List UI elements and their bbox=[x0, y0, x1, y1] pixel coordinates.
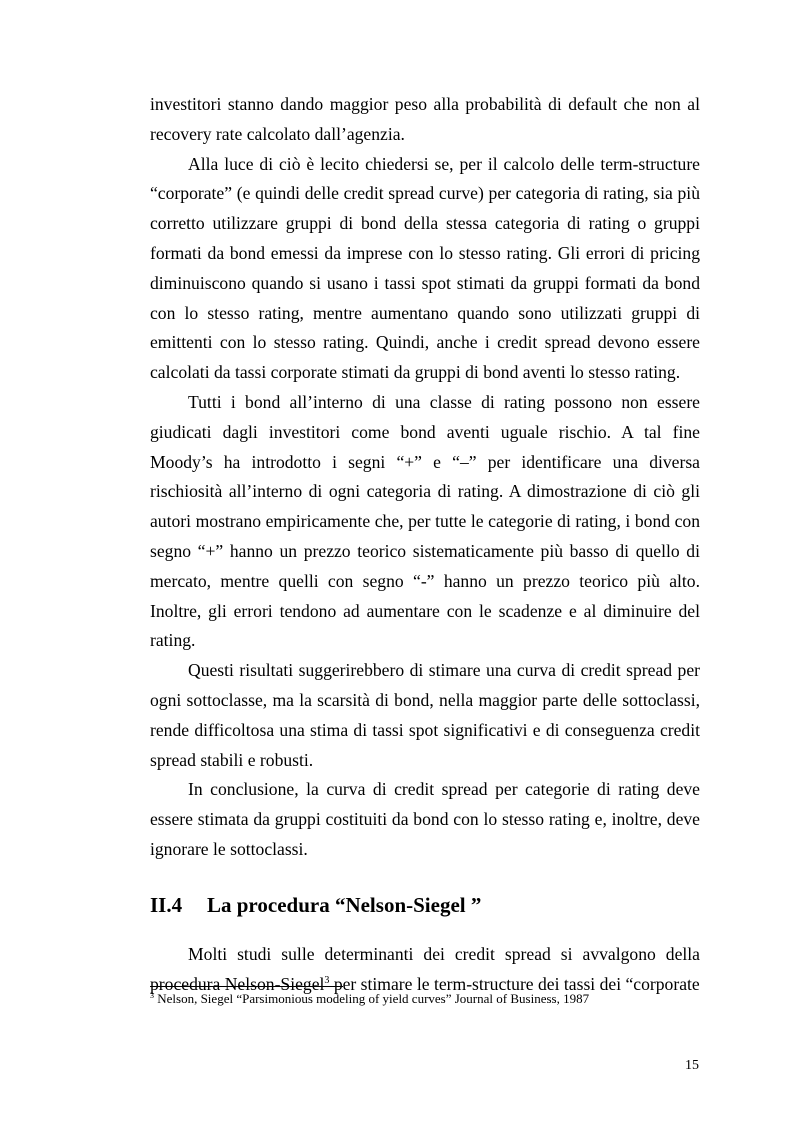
footnote bbox=[150, 990, 700, 1008]
paragraph-5: In conclusione, la curva di credit spread per categorie di rating deve essere stimata da gruppi costituiti da bond con lo stesso rating e, inoltre, deve ignorare le sottoclassi. bbox=[150, 779, 700, 859]
paragraph-1: investitori stanno dando maggior peso alla probabilità di default che non al recovery rate calcolato dall’agenzia. bbox=[150, 94, 700, 144]
footnote-divider bbox=[150, 986, 343, 987]
section-heading bbox=[150, 891, 700, 919]
footnote-marker: 3 bbox=[150, 991, 154, 1000]
page-number: 15 bbox=[685, 1058, 699, 1073]
section-number: II.4 bbox=[150, 892, 183, 917]
paragraph-4: Questi risultati suggerirebbero di stimare una curva di credit spread per ogni sottoclasse, ma la scarsità di bond, nella maggior parte delle sottoclassi, rende difficoltosa una stima di tassi spot significativi e di conseguenza credit spread stabili e robusti. bbox=[150, 660, 700, 770]
paragraph-2: Alla luce di ciò è lecito chiedersi se, per il calcolo delle term-structure “corporate” (e quindi delle credit spread curve) per categoria di rating, sia più corretto utilizzare gruppi di bond della stessa categoria di rating o gruppi formati da bond emessi da imprese con lo stesso rating. Gli errori di pricing diminuiscono quando si usano i tassi spot stimati da gruppi formati da bond con lo stesso rating, mentre aumentano quando sono utilizzati gruppi di emittenti con lo stesso rating. Quindi, anche i credit spread devono essere calcolati da tassi corporate stimati da gruppi di bond aventi lo stesso rating. bbox=[150, 153, 700, 383]
section-paragraph-text: Molti studi sulle determinanti dei credit spread si avvalgono della procedura Nelson-Siegel bbox=[150, 943, 700, 994]
page-body bbox=[150, 90, 700, 999]
paragraph-3: Tutti i bond all’interno di una classe di rating possono non essere giudicati dagli investitori come bond aventi uguale rischio. A tal fine Moody’s ha introdotto i segni “+” e “–” per identificare una diversa rischiosità all’interno di ogni categoria di rating. A dimostrazione di ciò gli autori mostrano empiricamente che, per tutte le categorie di rating, i bond con segno “+” hanno un prezzo teorico sistematicamente più basso di quello di mercato, mentre quelli con segno “-” hanno un prezzo teorico più alto. Inoltre, gli errori tendono ad aumentare con le scadenze e al diminuire del rating. bbox=[150, 391, 700, 651]
footnote-text: Nelson, Siegel “Parsimonious modeling of yield curves” Journal of Business, 1987 bbox=[154, 991, 590, 1006]
section-paragraph-continuation: per stimare le term-structure dei tassi dei “corporate bbox=[329, 973, 700, 994]
footnote-reference[interactable]: 3 bbox=[324, 974, 330, 986]
section-title: La procedura “Nelson-Siegel ” bbox=[207, 892, 482, 917]
